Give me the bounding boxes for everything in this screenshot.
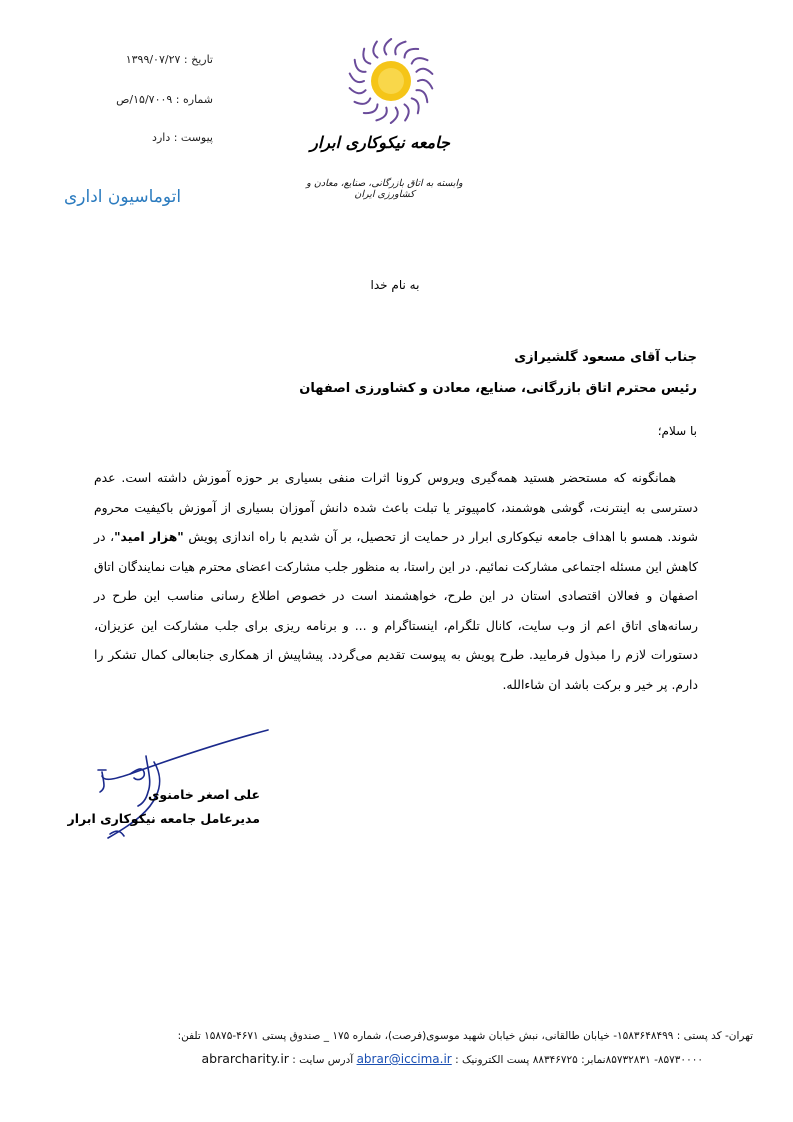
salutation: با سلام؛: [657, 424, 697, 438]
letter-number: شماره : ۱۵/۷۰۰۹/ص: [116, 93, 213, 106]
organization-affiliation: وابسته به اتاق بازرگانی، صنایع، معادن و کشاورزی ایران: [306, 178, 463, 200]
logo-ray: [412, 58, 428, 64]
footer-email-link[interactable]: abrar@iccima.ir: [356, 1052, 452, 1066]
footer-site-label: آدرس سایت :: [292, 1054, 354, 1066]
logo-ray: [376, 108, 386, 121]
footer-address: تهران- کد پستی : ۱۵۸۳۶۴۸۴۹۹- خیابان طالقانی، نبش خیابان شهید موسوی(فرصت)، شماره ۱۷۵ _ صندوق پستی ۴۶۷۱-۱۵۸۷۵ تلفن:: [177, 1030, 753, 1042]
recipient-name: جناب آقای مسعود گلشیرازی: [514, 350, 697, 365]
organization-name: جامعه نیکوکاری ابرار: [310, 133, 450, 152]
logo-ray: [355, 98, 371, 104]
logo-ray: [350, 88, 366, 93]
logo-ray: [391, 108, 398, 123]
office-automation-label: اتوماسیون اداری: [64, 187, 182, 207]
letter-attachment: پیوست : دارد: [152, 131, 213, 144]
logo-ray: [355, 60, 366, 72]
logo-ray: [416, 90, 427, 102]
logo-ray: [405, 49, 419, 58]
handwritten-signature: [90, 726, 280, 846]
body-text-part2: ، در کاهش این مسئله اجتماعی مشارکت نمائیم. در این راستا، به منظور جلب مشارکت اعضای محترم هیات نمایندگان اتاق اصفهان و فعالان اقتصادی استان در این طرح، خواهشمند است در خصوص اطلاع رسانی مناسب این طرح در رسانه‌های اتاق اعم از وب سایت، کانال تلگرام، اینستاگرام و ... و برنامه ریزی برای جلب مشارکت این عزیزان، دستورات لازم را مبذول فرمایید. طرح پویش به پیوست تقدیم می‌گردد. پیشاپیش از همکاری جنابعالی کمال تشکر را دارم. پر خیر و برکت باشد ان شاءالله.: [94, 529, 698, 692]
footer-contacts: [202, 1051, 704, 1066]
signatory-name: علی اصغر خامنوی: [147, 787, 260, 802]
logo-ray: [395, 42, 405, 55]
logo-ray: [373, 42, 377, 58]
logo-ray: [418, 80, 432, 89]
logo-ray: [412, 98, 419, 113]
footer-website[interactable]: abrarcharity.ir: [201, 1051, 289, 1066]
campaign-name: "هزار امید": [114, 529, 184, 544]
body-text-part1: همانگونه که مستحضر هستید همه‌گیری ویروس کرونا اثرات منفی بسیاری بر حوزه آموزش داشته است. عدم دسترسی به اینترنت، گوشی هوشمند، کامپیوتر یا تبلت باعث شده دانش آموزان بسیاری از آموزش باکیفیت محروم شوند. همسو با اهداف جامعه نیکوکاری ابرار در حمایت از تحصیل، بر آن شدیم با راه اندازی پویش: [94, 470, 698, 544]
signatory-title: مدیرعامل جامعه نیکوکاری ابرار: [67, 811, 260, 826]
sun-emblem-icon: [344, 36, 438, 126]
recipient-title: رئیس محترم اتاق بازرگانی، صنایع، معادن و کشاورزی اصفهان: [299, 381, 697, 396]
logo-ray: [364, 104, 378, 113]
logo-ray: [405, 104, 409, 120]
logo-ray: [350, 74, 364, 83]
logo-ray: [384, 39, 391, 54]
letter-date: تاریخ : ۱۳۹۹/۰۷/۲۷: [125, 53, 213, 66]
logo-ray: [416, 69, 432, 74]
footer-phones: ۸۵۷۳۰۰۰۰- ۸۵۷۳۲۸۳۱نمابر: ۸۸۳۴۶۷۲۵ پست الکترونیک :: [455, 1054, 703, 1066]
bismillah-heading: به نام خدا: [370, 278, 420, 292]
logo-ray: [363, 49, 370, 64]
letter-body: [94, 463, 698, 699]
